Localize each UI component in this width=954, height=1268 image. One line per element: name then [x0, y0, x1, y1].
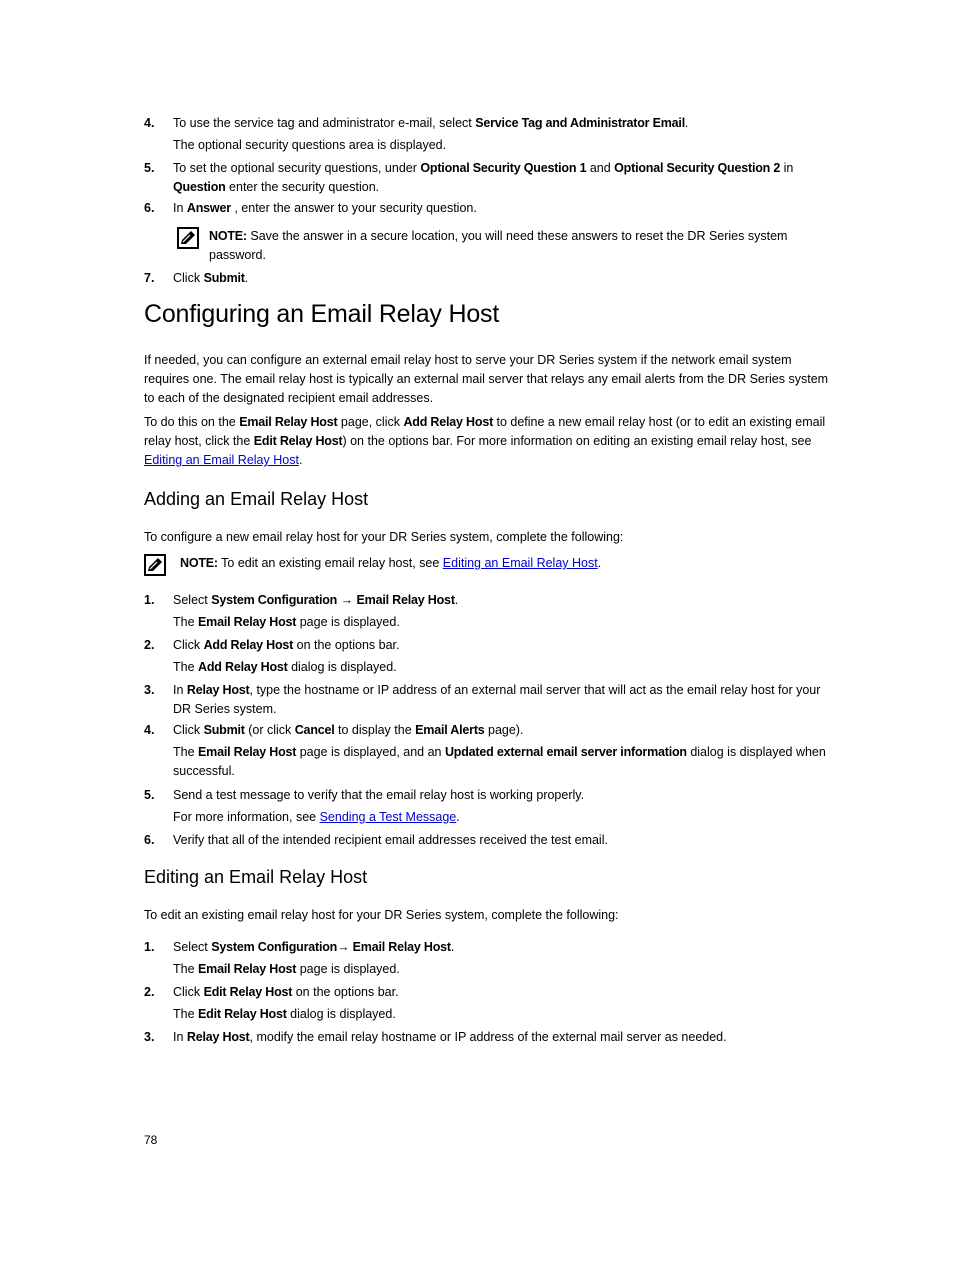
- add-step-2-result: The Add Relay Host dialog is displayed.: [173, 660, 397, 674]
- section-title-adding: Adding an Email Relay Host: [144, 489, 369, 509]
- document-page: 4. To use the service tag and administrator e-mail, select Service Tag and Administrator Email. The optional security questions area is displayed. 5. To set the optional security questions, under Optional Security Question 1 and Optional Security Question 2 in Question enter the security question. 6. In Answer , enter the answer to your security question. NOTE: Save the answer in a secure location, you will need these answers to reset the DR Series system password. 7. Click Submit. Configuring an Email Relay Host If needed, you can configure an external email relay host to serve your DR Series system if the network email system requires one. The email relay host is typically an external mail server that relays any email alerts from the DR Series system to each of the designated recipient email addresses. To do this on the Email Relay Host page, click Add Relay Host to define a new email relay host (or to edit an existing email relay host, click the Edit Relay Host) on the options bar. For more information on editing an existing email relay host, see Editing an Email Relay Host. Adding an Email Relay Host To configure a new email relay host for your DR Series system, complete the following: NOTE: To edit an existing email relay host, see Editing an Email Relay Host. 1. Select System Configuration → Email Relay Host. The Email Relay Host page is displayed. 2. Click Add Relay Host on the options bar. The Add Relay Host dialog is displayed. 3. In Relay Host, type the hostname or IP address of an external mail server that will act as the email relay host for your DR Series system. 4. Click Submit (or click Cancel to display the Email Alerts page). The Email Relay Host page is displayed, and an Updated external email server information dialog is displayed when successful. 5. Send a test message to verify that the email relay host is working properly. For more information, see Sending a Test Message. 6. Verify that all of the intended recipient email addresses received the test email. Editing an Email Relay Host To edit an existing email relay host for your DR Series system, complete the following: 1. Select System Configuration→ Email Relay Host. The Email Relay Host page is displayed. 2. Click Edit Relay Host on the options bar. The Edit Relay Host dialog is displayed. 3. In Relay Host, modify the email relay hostname or IP address of the external mail server as needed. 78: [0, 0, 954, 1268]
- step-4-result: The optional security questions area is displayed.: [173, 138, 447, 152]
- editing-intro: To edit an existing email relay host for your DR Series system, complete the following:: [144, 908, 619, 922]
- edit-step-2-result: The Edit Relay Host dialog is displayed.: [173, 1007, 396, 1021]
- paragraph-instructions: To do this on the Email Relay Host page, click Add Relay Host to define a new email relay host (or to edit an existing email relay host, click the Edit Relay Host) on the options bar. For more information on editing an existing email relay host, see Editing an Email Relay Host.: [144, 415, 826, 467]
- add-step-4-result: The Email Relay Host page is displayed, and an Updated external email server information dialog is displayed when successful.: [173, 745, 826, 778]
- paragraph-intro: If needed, you can configure an external email relay host to serve your DR Series system if the network email system requires one. The email relay host is typically an external mail server that relays any email alerts from the DR Series system to each of the designated recipient email addresses.: [144, 353, 829, 405]
- pencil-note-icon: [177, 227, 201, 249]
- pencil-note-icon: [144, 554, 168, 576]
- section-title-configuring: Configuring an Email Relay Host: [144, 300, 500, 328]
- link-editing-relay-host[interactable]: Editing an Email Relay Host: [442, 556, 598, 570]
- link-editing-relay-host[interactable]: Editing an Email Relay Host: [144, 453, 299, 467]
- section-title-editing: Editing an Email Relay Host: [144, 867, 368, 887]
- page-number: 78: [144, 1133, 158, 1147]
- adding-intro: To configure a new email relay host for your DR Series system, complete the following:: [144, 530, 624, 544]
- add-step-5-result: For more information, see Sending a Test Message.: [173, 810, 460, 824]
- link-sending-test-message[interactable]: Sending a Test Message: [319, 810, 457, 824]
- edit-step-1-result: The Email Relay Host page is displayed.: [173, 962, 400, 976]
- add-step-1-result: The Email Relay Host page is displayed.: [173, 615, 400, 629]
- bold-term: Service Tag and Administrator Email: [475, 116, 685, 130]
